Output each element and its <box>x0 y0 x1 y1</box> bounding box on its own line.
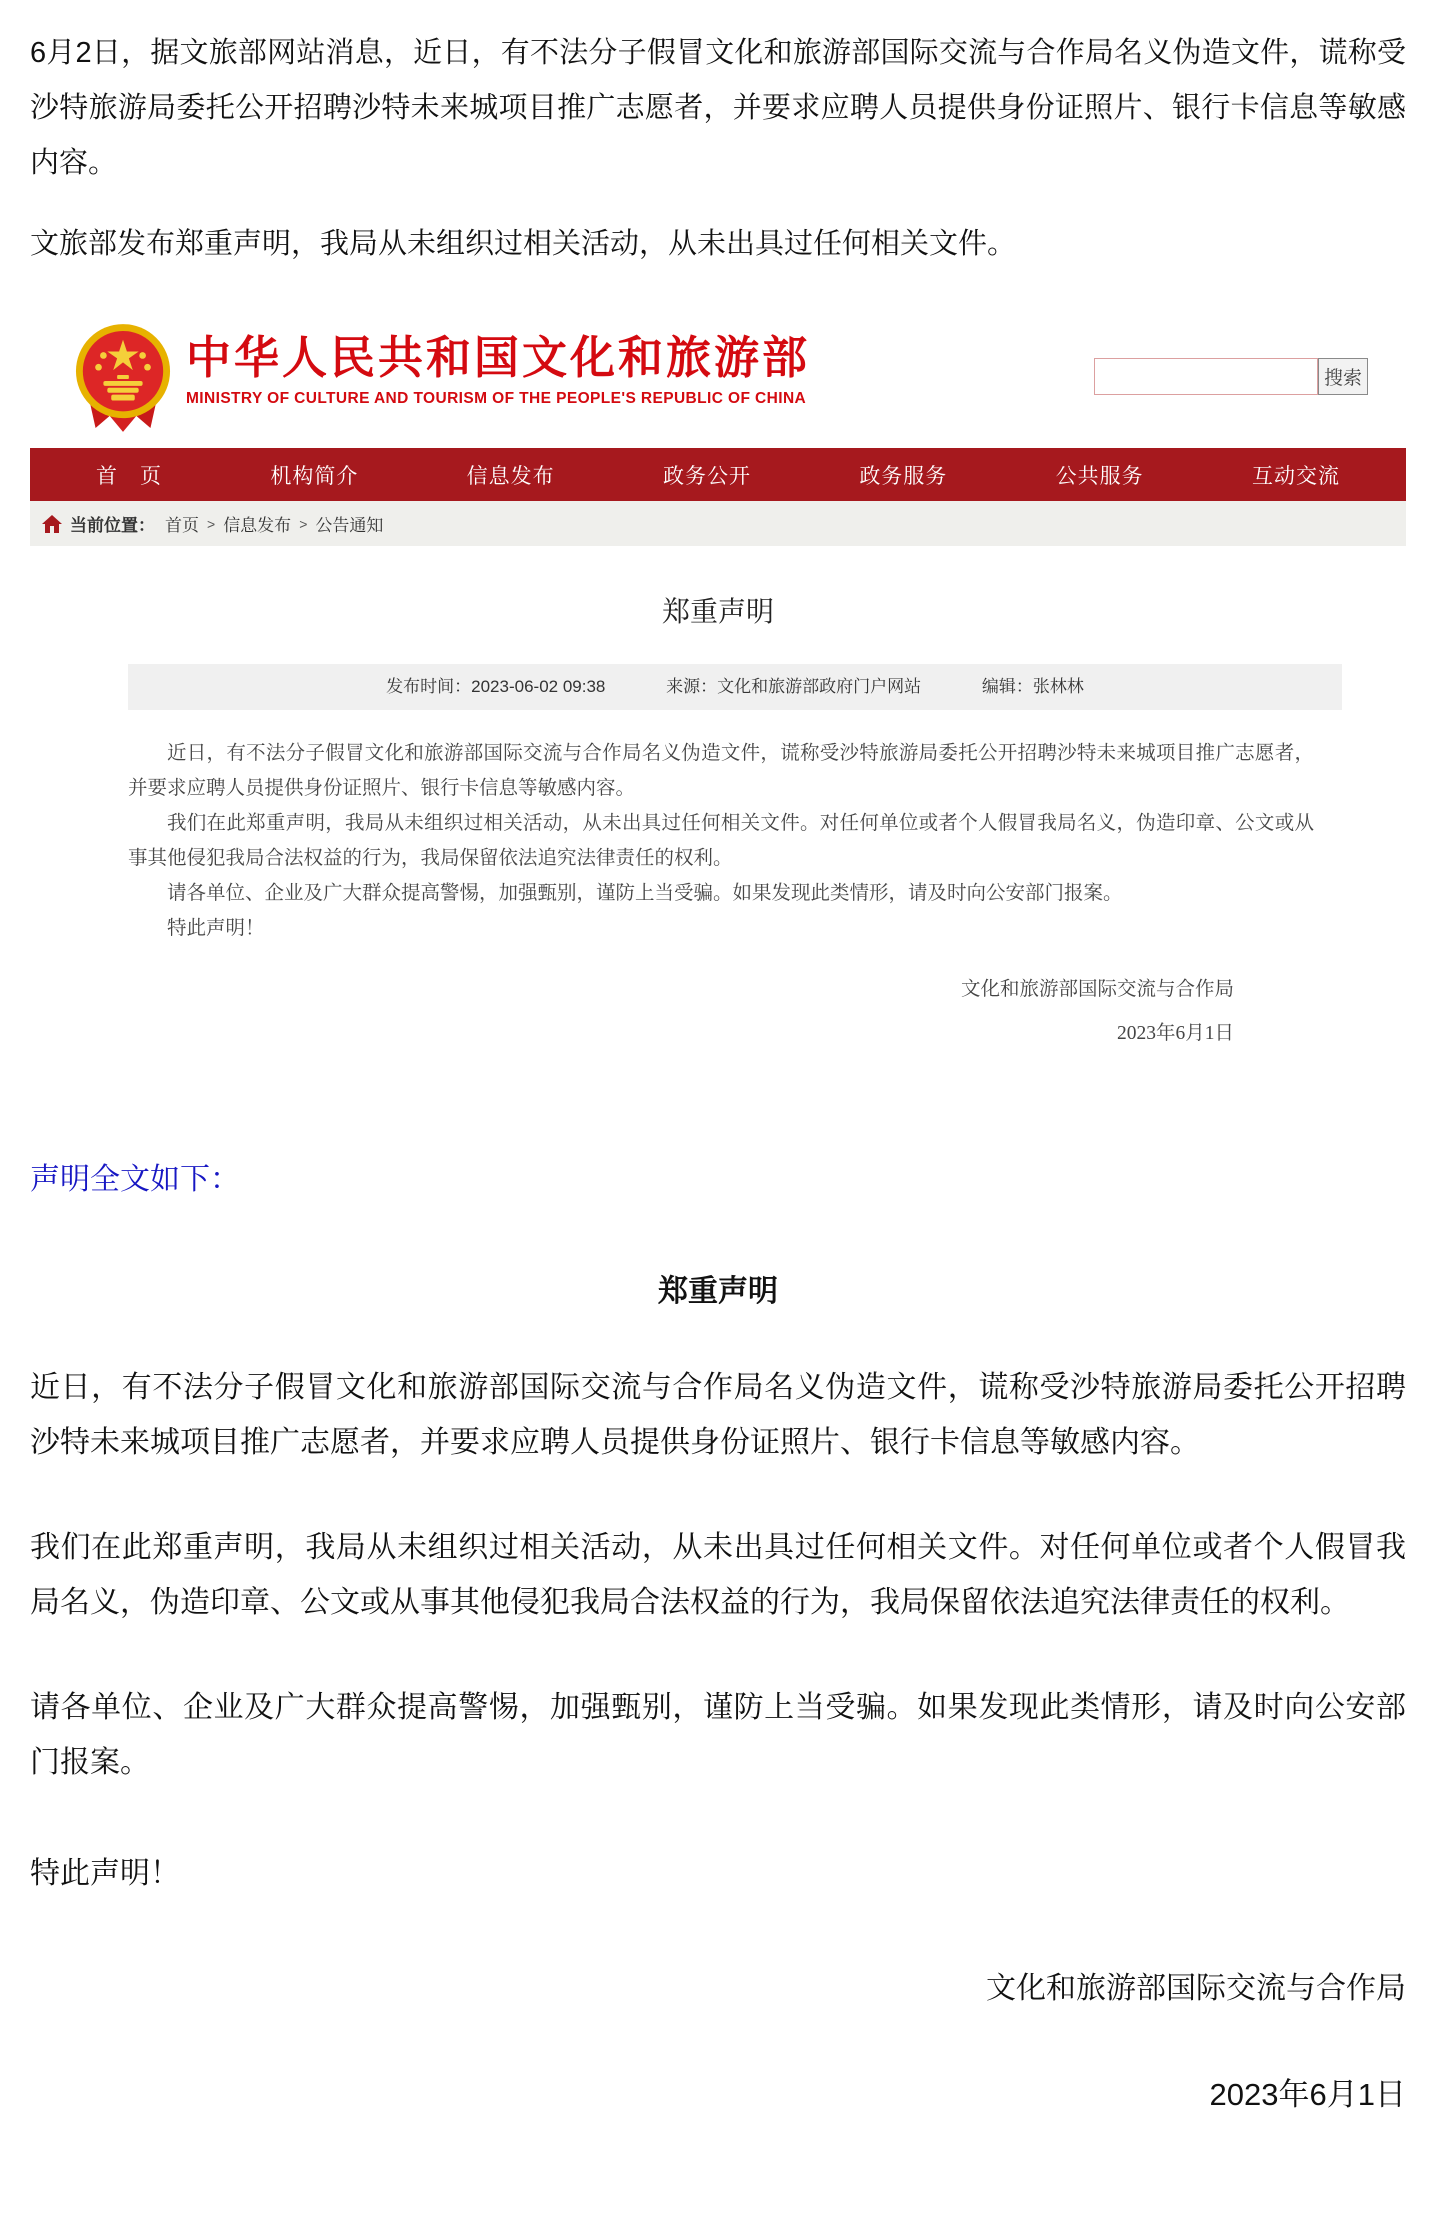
nav-item-public-service[interactable]: 公共服务 <box>1055 464 1144 488</box>
breadcrumb <box>30 501 1406 546</box>
statement-body <box>30 1360 1406 1901</box>
nav-item-interaction[interactable]: 互动交流 <box>1251 464 1340 488</box>
announcement-paragraph: 请各单位、企业及广大群众提高警惕，加强甄别，谨防上当受骗。如果发现此类情形，请及时向公安部门报案。 <box>167 883 1123 904</box>
intro-paragraph: 6月2日，据文旅部网站消息，近日，有不法分子假冒文化和旅游部国际交流与合作局名义伪造文件，谎称受沙特旅游局委托公开招聘沙特未来城项目推广志愿者，并要求应聘人员提供身份证照片、银行卡信息等敏感内容。 <box>30 37 1406 179</box>
announcement-title: 郑重声明 <box>661 596 774 627</box>
home-icon <box>42 515 62 533</box>
nav-item-gov-open[interactable]: 政务公开 <box>662 464 751 488</box>
announcement-article <box>30 546 1406 1082</box>
announcement-meta <box>128 664 1342 710</box>
statement-paragraph: 请各单位、企业及广大群众提高警惕，加强甄别，谨防上当受骗。如果发现此类情形，请及时向公安部门报案。 <box>30 1691 1406 1779</box>
announcement-paragraph: 特此声明！ <box>167 918 265 939</box>
signature-date: 2023年6月1日 <box>1116 1023 1234 1044</box>
main-nav <box>30 448 1406 501</box>
breadcrumb-item-notice[interactable]: 公告通知 <box>315 516 384 535</box>
statement-paragraph: 近日，有不法分子假冒文化和旅游部国际交流与合作局名义伪造文件，谎称受沙特旅游局委托公开招聘沙特未来城项目推广志愿者，并要求应聘人员提供身份证照片、银行卡信息等敏感内容。 <box>30 1371 1406 1459</box>
breadcrumb-item-info[interactable]: 信息发布 <box>223 516 292 535</box>
article-intro <box>30 26 1406 272</box>
statement-signature-org: 文化和旅游部国际交流与合作局 <box>986 1972 1406 2005</box>
editor: 编辑：张林林 <box>981 677 1084 696</box>
announcement-paragraph: 我们在此郑重声明，我局从未组织过相关活动，从未出具过任何相关文件。对任何单位或者个人假冒我局名义，伪造印章、公文或从事其他侵犯我局合法权益的行为，我局保留依法追究法律责任的权利。 <box>128 813 1314 869</box>
announcement-signature <box>30 968 1406 1056</box>
statement-paragraph: 特此声明！ <box>30 1857 180 1890</box>
search-box <box>1094 358 1368 395</box>
publish-time: 发布时间：2023-06-02 09:38 <box>386 677 606 696</box>
breadcrumb-item-home[interactable]: 首页 <box>165 516 199 535</box>
fulltext-label: 声明全文如下： <box>30 1163 240 1196</box>
site-title-cn: 中华人民共和国文化和旅游部 <box>186 332 811 383</box>
search-button[interactable]: 搜索 <box>1318 358 1368 395</box>
nav-item-info[interactable]: 信息发布 <box>466 464 555 488</box>
breadcrumb-separator: > <box>207 515 216 532</box>
site-header <box>30 306 1406 448</box>
site-title-en: MINISTRY OF CULTURE AND TOURISM OF THE PEOPLE'S REPUBLIC OF CHINA <box>186 390 807 407</box>
ministry-site-screenshot <box>30 306 1406 1082</box>
statement-title: 郑重声明 <box>658 1275 778 1308</box>
search-input[interactable] <box>1094 358 1318 395</box>
signature-org: 文化和旅游部国际交流与合作局 <box>960 979 1234 1000</box>
breadcrumb-separator: > <box>299 515 308 532</box>
breadcrumb-label: 当前位置： <box>70 516 155 535</box>
nav-item-gov-service[interactable]: 政务服务 <box>859 464 948 488</box>
nav-item-home[interactable]: 首 页 <box>96 464 162 488</box>
statement-signature-date: 2023年6月1日 <box>1209 2077 1406 2112</box>
announcement-paragraph: 近日，有不法分子假冒文化和旅游部国际交流与合作局名义伪造文件，谎称受沙特旅游局委托公开招聘沙特未来城项目推广志愿者，并要求应聘人员提供身份证照片、银行卡信息等敏感内容。 <box>128 743 1314 799</box>
intro-paragraph: 文旅部发布郑重声明，我局从未组织过相关活动，从未出具过任何相关文件。 <box>30 228 1017 260</box>
nav-item-about[interactable]: 机构简介 <box>270 464 359 488</box>
statement-paragraph: 我们在此郑重声明，我局从未组织过相关活动，从未出具过任何相关文件。对任何单位或者个人假冒我局名义，伪造印章、公文或从事其他侵犯我局合法权益的行为，我局保留依法追究法律责任的权利。 <box>30 1531 1406 1619</box>
national-emblem-icon <box>74 322 172 434</box>
site-title-block <box>186 322 810 408</box>
source: 来源：文化和旅游部政府门户网站 <box>666 677 922 696</box>
announcement-body <box>30 710 1406 946</box>
